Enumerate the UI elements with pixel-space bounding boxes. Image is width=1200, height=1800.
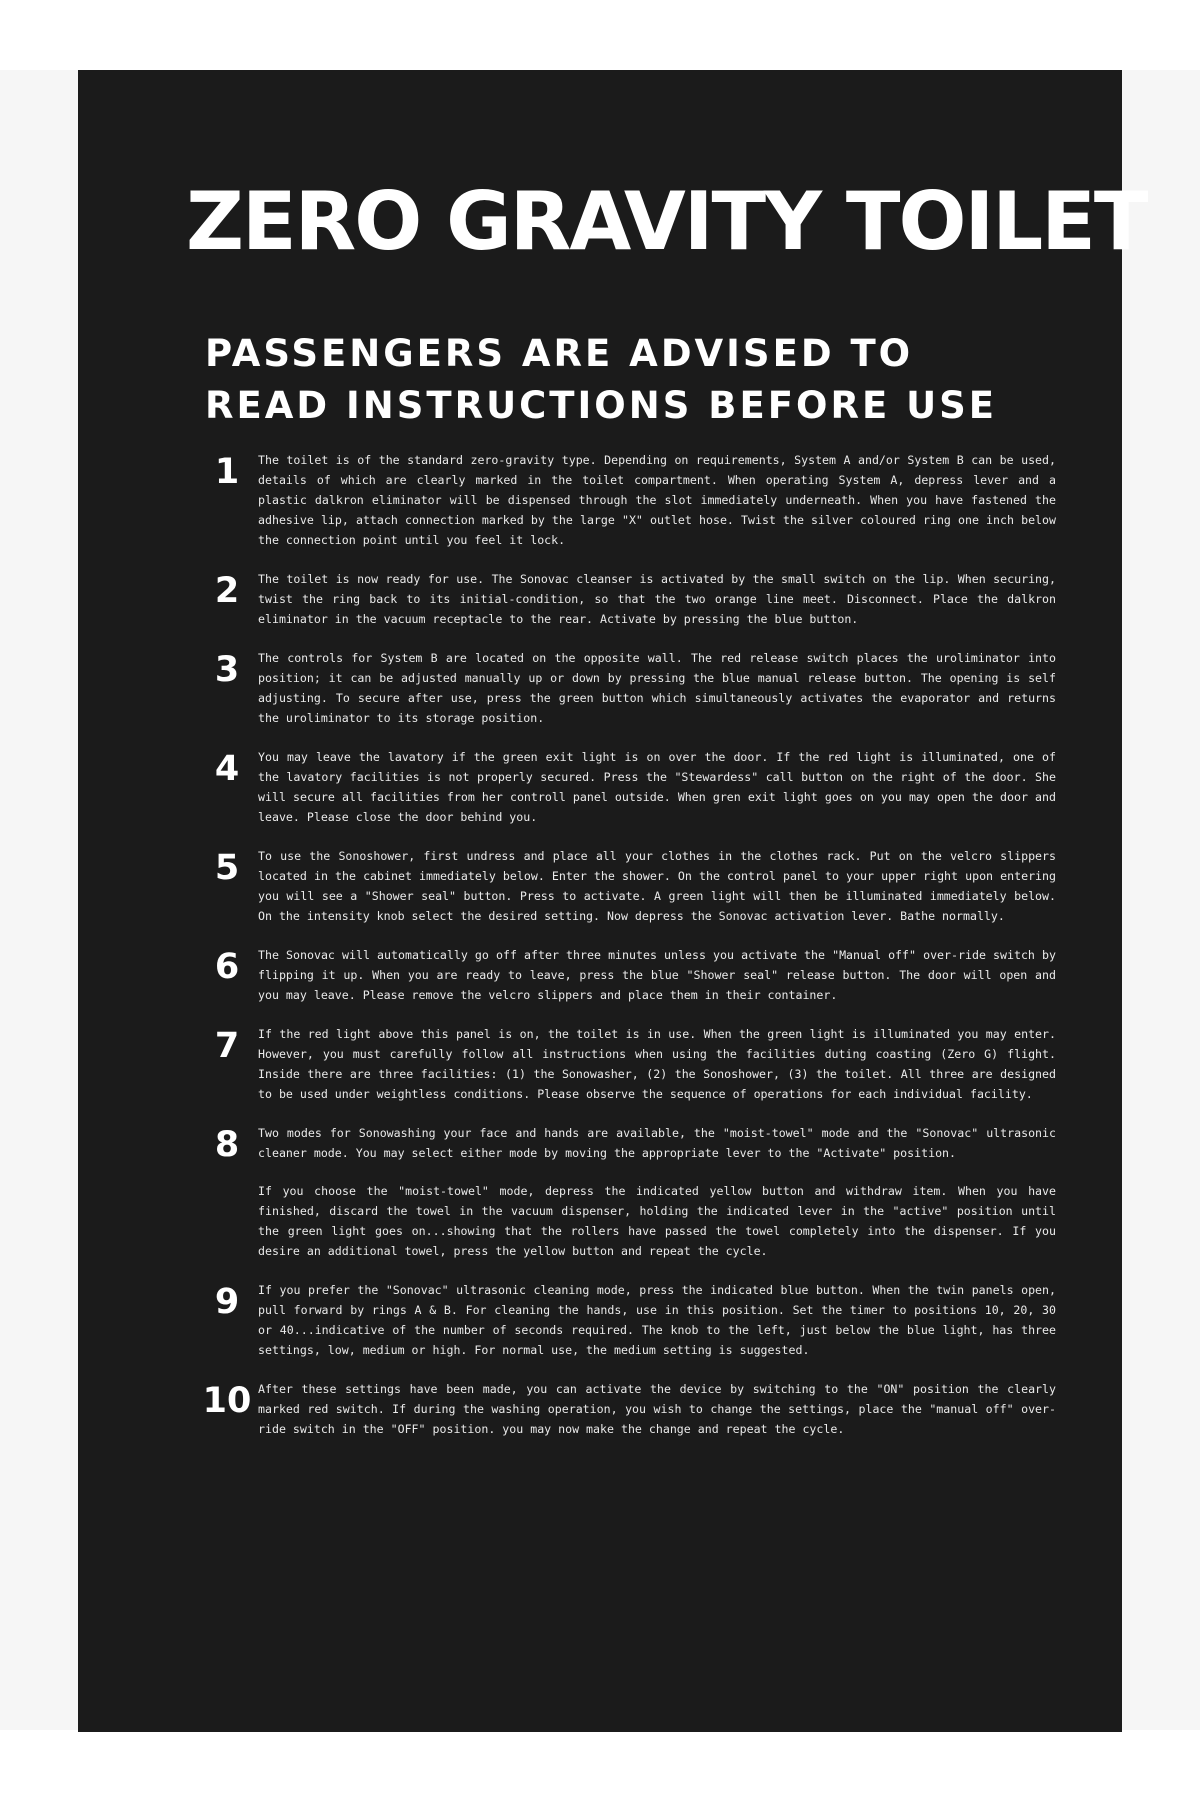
step-paragraph: You may leave the lavatory if the green exit light is on over the door. If the red light is illuminated, one of the lavatory facilities is not properly secured. Press the "Stewardess" call button on the right of the door. She will secure all facilities from her controll panel outside. When gren exit light goes on you may open the door and leave. Please close the door behind you. bbox=[258, 750, 1056, 824]
step-paragraph: If you choose the "moist-towel" mode, depress the indicated yellow button and withdraw item. When you have finished, discard the towel in the vacuum dispenser, holding the indicated lever in the "active" position until the green light goes on...showing that the rollers have passed the towel completely into the dispenser. If you desire an additional towel, press the yellow button and repeat the cycle. bbox=[258, 1184, 1056, 1258]
step-number: 5 bbox=[214, 848, 240, 888]
step-number: 8 bbox=[214, 1125, 240, 1165]
step-body bbox=[258, 1024, 1056, 1104]
poster-title: ZERO GRAVITY TOILET bbox=[186, 175, 1147, 268]
instruction-steps bbox=[196, 450, 1056, 1458]
instruction-step bbox=[196, 747, 1056, 827]
subtitle-line-1: PASSENGERS ARE ADVISED TO bbox=[205, 332, 914, 375]
step-paragraph: Two modes for Sonowashing your face and hands are available, the "moist-towel" mode and the "Sonovac" ultrasonic cleaner mode. You may select either mode by moving the appropriate lever to the "Activate" position. bbox=[258, 1126, 1056, 1160]
step-body bbox=[258, 1379, 1056, 1439]
instruction-step bbox=[196, 945, 1056, 1005]
step-paragraph: If you prefer the "Sonovac" ultrasonic cleaning mode, press the indicated blue button. When the twin panels open, pull forward by rings A & B. For cleaning the hands, use in this position. Set the timer to positions 10, 20, 30 or 40...indicative of the number of seconds required. The knob to the left, just below the blue light, has three settings, low, medium or high. For normal use, the medium setting is suggested. bbox=[258, 1283, 1056, 1357]
step-paragraph: The toilet is now ready for use. The Sonovac cleanser is activated by the small switch on the lip. When securing, twist the ring back to its initial-condition, so that the two orange line meet. Disconnect. Place the dalkron eliminator in the vacuum receptacle to the rear. Activate by pressing the blue button. bbox=[258, 572, 1056, 626]
step-number: 2 bbox=[214, 571, 240, 611]
step-body bbox=[258, 747, 1056, 827]
step-body bbox=[258, 1280, 1056, 1360]
step-paragraph: If the red light above this panel is on, the toilet is in use. When the green light is illuminated you may enter. However, you must carefully follow all instructions when using the facilities duting coasting (Zero G) flight. Inside there are three facilities: (1) the Sonowasher, (2) the Sonoshower, (3) the toilet. All three are designed to be used under weightless conditions. Please observe the sequence of operations for each individual facility. bbox=[258, 1027, 1056, 1101]
poster-subtitle bbox=[205, 328, 998, 432]
step-number: 3 bbox=[214, 650, 240, 690]
instruction-step bbox=[196, 569, 1056, 629]
instruction-step bbox=[196, 1379, 1056, 1439]
step-paragraph: To use the Sonoshower, first undress and place all your clothes in the clothes rack. Put on the velcro slippers located in the cabinet immediately below. Enter the shower. On the control panel to your upper right upon entering you will see a "Shower seal" button. Press to activate. A green light will then be illuminated immediately below. On the intensity knob select the desired setting. Now depress the Sonovac activation lever. Bathe normally. bbox=[258, 849, 1056, 923]
step-paragraph: The Sonovac will automatically go off after three minutes unless you activate the "Manual off" over-ride switch by flipping it up. When you are ready to leave, press the blue "Shower seal" release button. The door will open and you may leave. Please remove the velcro slippers and place them in their container. bbox=[258, 948, 1056, 1002]
step-number: 4 bbox=[214, 749, 240, 789]
instruction-poster bbox=[78, 70, 1147, 1732]
step-paragraph: The controls for System B are located on the opposite wall. The red release switch places the uroliminator into position; it can be adjusted manually up or down by pressing the blue manual release button. The opening is self adjusting. To secure after use, press the green button which simultaneously activates the evaporator and returns the uroliminator to its storage position. bbox=[258, 651, 1056, 725]
step-number: 10 bbox=[202, 1381, 252, 1421]
subtitle-line-2: READ INSTRUCTIONS BEFORE USE bbox=[205, 384, 998, 427]
step-body bbox=[258, 648, 1056, 728]
step-body bbox=[258, 945, 1056, 1005]
step-body bbox=[258, 569, 1056, 629]
instruction-step bbox=[196, 1280, 1056, 1360]
step-paragraph: After these settings have been made, you can activate the device by switching to the "ON" position the clearly marked red switch. If during the washing operation, you wish to change the settings, place the "manual off" over-ride switch in the "OFF" position. you may now make the change and repeat the cycle. bbox=[258, 1382, 1056, 1436]
step-number: 1 bbox=[214, 452, 240, 492]
step-number: 9 bbox=[214, 1282, 240, 1322]
instruction-step bbox=[196, 846, 1056, 926]
instruction-step bbox=[196, 1123, 1056, 1261]
instruction-step bbox=[196, 1024, 1056, 1104]
step-number: 7 bbox=[214, 1026, 240, 1066]
step-body bbox=[258, 846, 1056, 926]
step-body bbox=[258, 1123, 1056, 1261]
instruction-step bbox=[196, 648, 1056, 728]
step-body bbox=[258, 450, 1056, 550]
step-paragraph: The toilet is of the standard zero-gravity type. Depending on requirements, System A and/or System B can be used, details of which are clearly marked in the toilet compartment. When operating System A, depress lever and a plastic dalkron eliminator will be dispensed through the slot immediately underneath. When you have fastened the adhesive lip, attach connection marked by the large "X" outlet hose. Twist the silver coloured ring one inch below the connection point until you feel it lock. bbox=[258, 453, 1056, 547]
step-number: 6 bbox=[214, 947, 240, 987]
instruction-step bbox=[196, 450, 1056, 550]
